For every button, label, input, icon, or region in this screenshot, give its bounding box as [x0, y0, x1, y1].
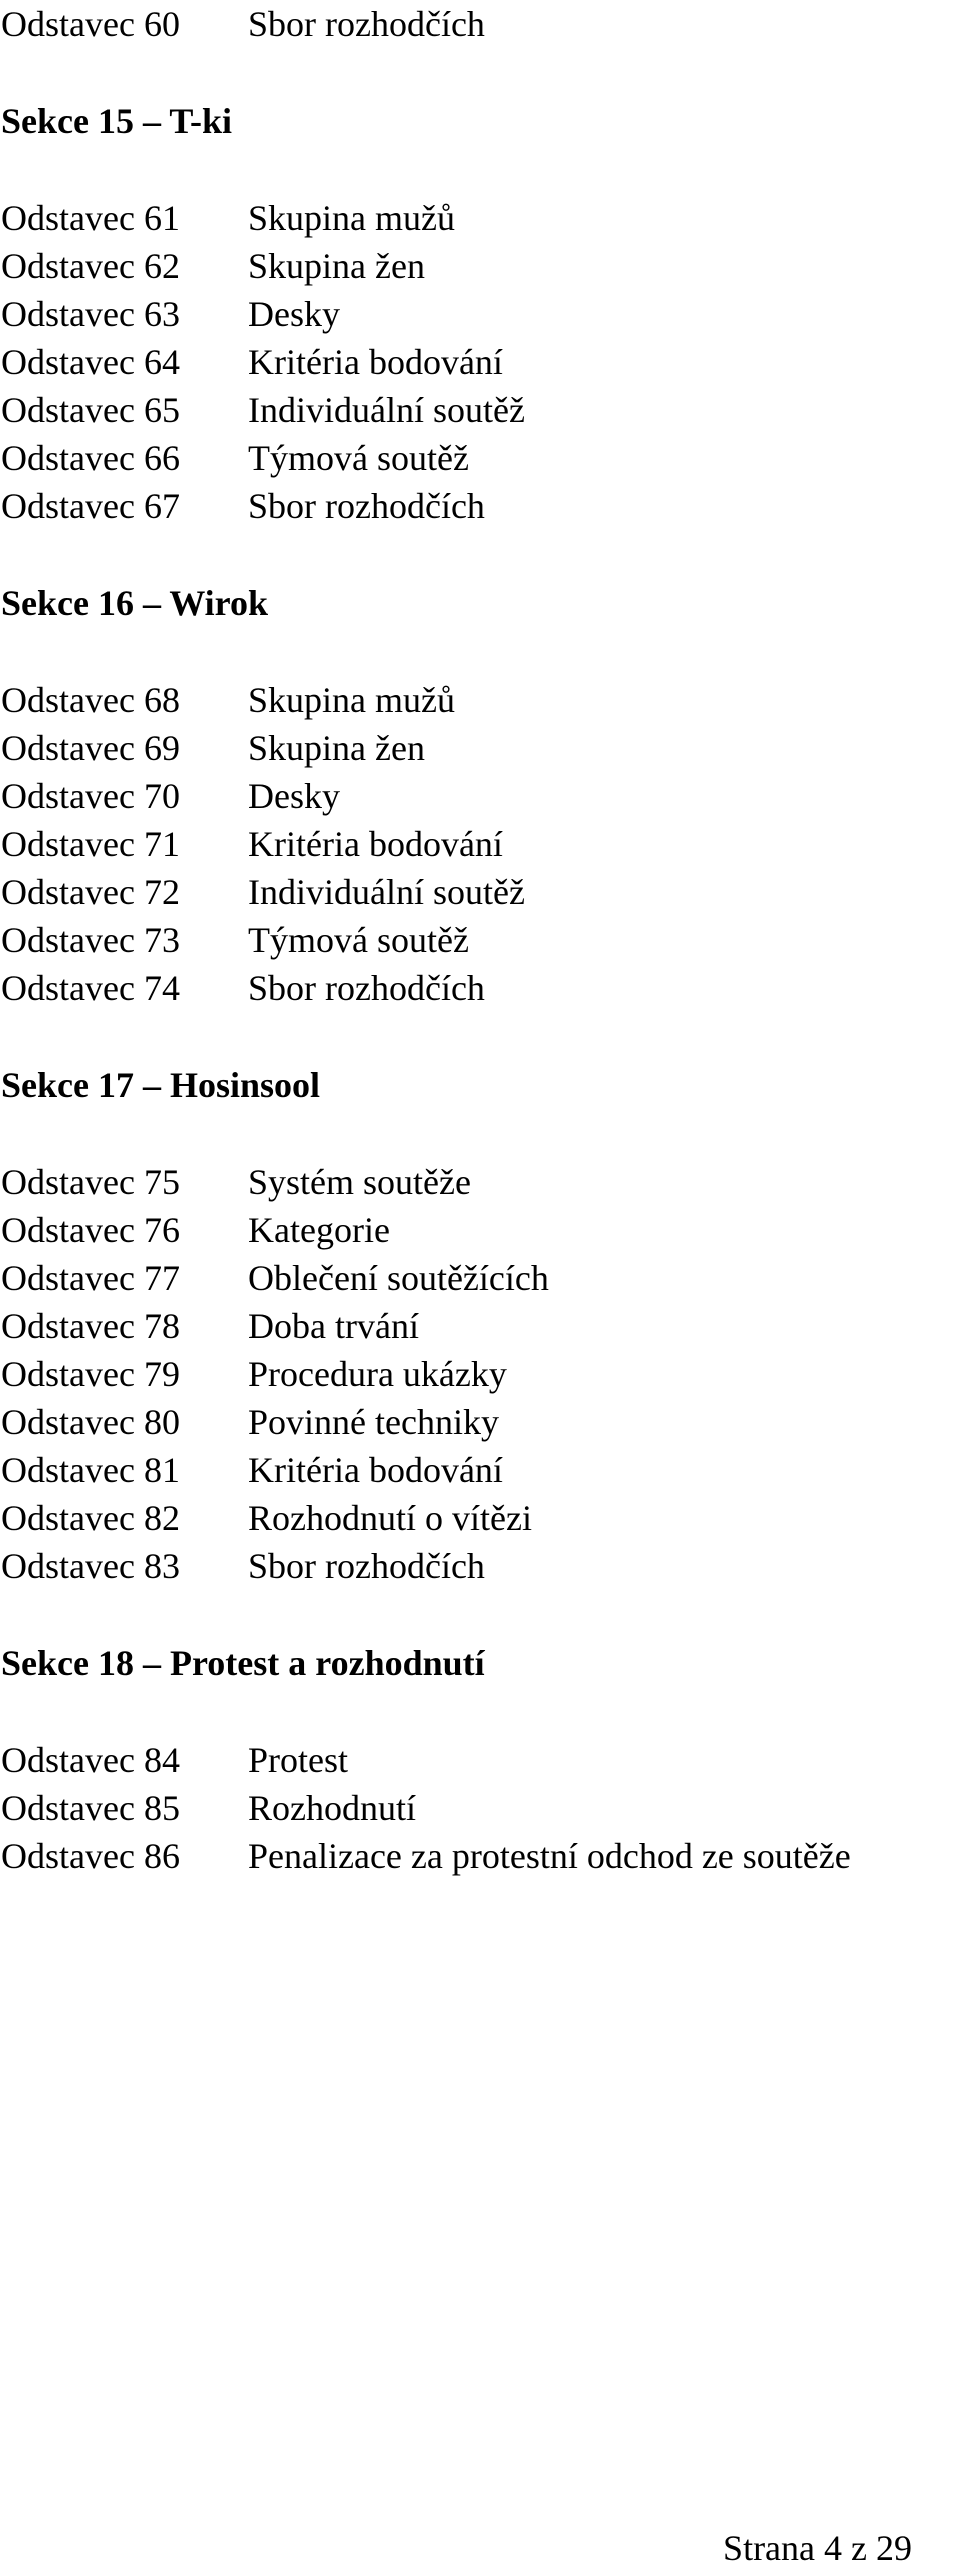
paragraph-number: Odstavec 77	[1, 1258, 180, 1298]
toc-row	[0, 820, 960, 868]
paragraph-title: Systém soutěže	[248, 1162, 471, 1202]
paragraph-title: Týmová soutěž	[248, 438, 469, 478]
toc-row	[0, 964, 960, 1012]
section-heading: Sekce 18 – Protest a rozhodnutí	[1, 1643, 485, 1683]
paragraph-number: Odstavec 82	[1, 1498, 180, 1538]
paragraph-title: Týmová soutěž	[248, 920, 469, 960]
paragraph-number: Odstavec 70	[1, 776, 180, 816]
spacer	[0, 145, 960, 194]
paragraph-number: Odstavec 62	[1, 246, 180, 286]
paragraph-title: Procedura ukázky	[248, 1354, 507, 1394]
paragraph-title: Individuální soutěž	[248, 872, 525, 912]
paragraph-number: Odstavec 60	[1, 4, 180, 44]
paragraph-number: Odstavec 79	[1, 1354, 180, 1394]
paragraph-title: Individuální soutěž	[248, 390, 525, 430]
toc-row	[0, 1736, 960, 1784]
spacer	[0, 1590, 960, 1639]
toc-row	[0, 868, 960, 916]
paragraph-title: Skupina žen	[248, 246, 425, 286]
paragraph-number: Odstavec 86	[1, 1836, 180, 1876]
paragraph-title: Sbor rozhodčích	[248, 968, 485, 1008]
spacer	[0, 1687, 960, 1736]
paragraph-title: Kategorie	[248, 1210, 390, 1250]
toc-row	[0, 1398, 960, 1446]
toc-row	[0, 1350, 960, 1398]
page-number-footer: Strana 4 z 29	[723, 2528, 912, 2568]
paragraph-title: Protest	[248, 1740, 349, 1780]
paragraph-title: Penalizace za protestní odchod ze soutěže	[248, 1836, 851, 1876]
paragraph-title: Skupina mužů	[248, 680, 455, 720]
paragraph-title: Povinné techniky	[248, 1402, 499, 1442]
paragraph-title: Skupina žen	[248, 728, 425, 768]
paragraph-title: Desky	[248, 294, 340, 334]
toc-row	[0, 386, 960, 434]
paragraph-number: Odstavec 61	[1, 198, 180, 238]
toc-row	[0, 242, 960, 290]
toc-row	[0, 0, 960, 48]
paragraph-number: Odstavec 76	[1, 1210, 180, 1250]
paragraph-number: Odstavec 83	[1, 1546, 180, 1586]
paragraph-title: Sbor rozhodčích	[248, 4, 485, 44]
toc-row	[0, 1832, 960, 1880]
toc-row	[0, 1158, 960, 1206]
spacer	[0, 627, 960, 676]
toc-row	[0, 1206, 960, 1254]
paragraph-number: Odstavec 75	[1, 1162, 180, 1202]
toc-row	[0, 482, 960, 530]
spacer	[0, 530, 960, 579]
section-heading: Sekce 15 – T-ki	[1, 101, 233, 141]
paragraph-title: Kritéria bodování	[248, 1450, 503, 1490]
paragraph-number: Odstavec 71	[1, 824, 180, 864]
paragraph-title: Sbor rozhodčích	[248, 1546, 485, 1586]
toc-row	[0, 724, 960, 772]
section-list	[0, 676, 960, 1012]
paragraph-number: Odstavec 84	[1, 1740, 180, 1780]
paragraph-title: Oblečení soutěžících	[248, 1258, 549, 1298]
toc-row	[0, 1494, 960, 1542]
paragraph-number: Odstavec 74	[1, 968, 180, 1008]
paragraph-number: Odstavec 64	[1, 342, 180, 382]
toc-row	[0, 194, 960, 242]
toc-row	[0, 290, 960, 338]
toc-row	[0, 1446, 960, 1494]
toc-row	[0, 1254, 960, 1302]
paragraph-number: Odstavec 67	[1, 486, 180, 526]
toc-row	[0, 1542, 960, 1590]
paragraph-title: Sbor rozhodčích	[248, 486, 485, 526]
toc-row	[0, 1302, 960, 1350]
paragraph-number: Odstavec 65	[1, 390, 180, 430]
paragraph-title: Rozhodnutí	[248, 1788, 416, 1828]
paragraph-number: Odstavec 80	[1, 1402, 180, 1442]
section-list	[0, 1736, 960, 1880]
paragraph-number: Odstavec 68	[1, 680, 180, 720]
paragraph-number: Odstavec 63	[1, 294, 180, 334]
toc-row	[0, 676, 960, 724]
toc-row	[0, 434, 960, 482]
toc-row	[0, 1784, 960, 1832]
toc-row	[0, 772, 960, 820]
spacer	[0, 1012, 960, 1061]
section-list	[0, 194, 960, 530]
paragraph-title: Kritéria bodování	[248, 824, 503, 864]
paragraph-title: Skupina mužů	[248, 198, 455, 238]
paragraph-number: Odstavec 85	[1, 1788, 180, 1828]
paragraph-number: Odstavec 73	[1, 920, 180, 960]
paragraph-number: Odstavec 72	[1, 872, 180, 912]
paragraph-title: Kritéria bodování	[248, 342, 503, 382]
paragraph-title: Rozhodnutí o vítězi	[248, 1498, 532, 1538]
spacer	[0, 48, 960, 97]
spacer	[0, 1109, 960, 1158]
paragraph-number: Odstavec 78	[1, 1306, 180, 1346]
paragraph-number: Odstavec 81	[1, 1450, 180, 1490]
toc-row	[0, 338, 960, 386]
paragraph-number: Odstavec 66	[1, 438, 180, 478]
toc-row	[0, 916, 960, 964]
section-heading: Sekce 17 – Hosinsool	[1, 1065, 321, 1105]
paragraph-title: Doba trvání	[248, 1306, 419, 1346]
paragraph-title: Desky	[248, 776, 340, 816]
paragraph-number: Odstavec 69	[1, 728, 180, 768]
section-heading: Sekce 16 – Wirok	[1, 583, 269, 623]
section-list	[0, 1158, 960, 1590]
